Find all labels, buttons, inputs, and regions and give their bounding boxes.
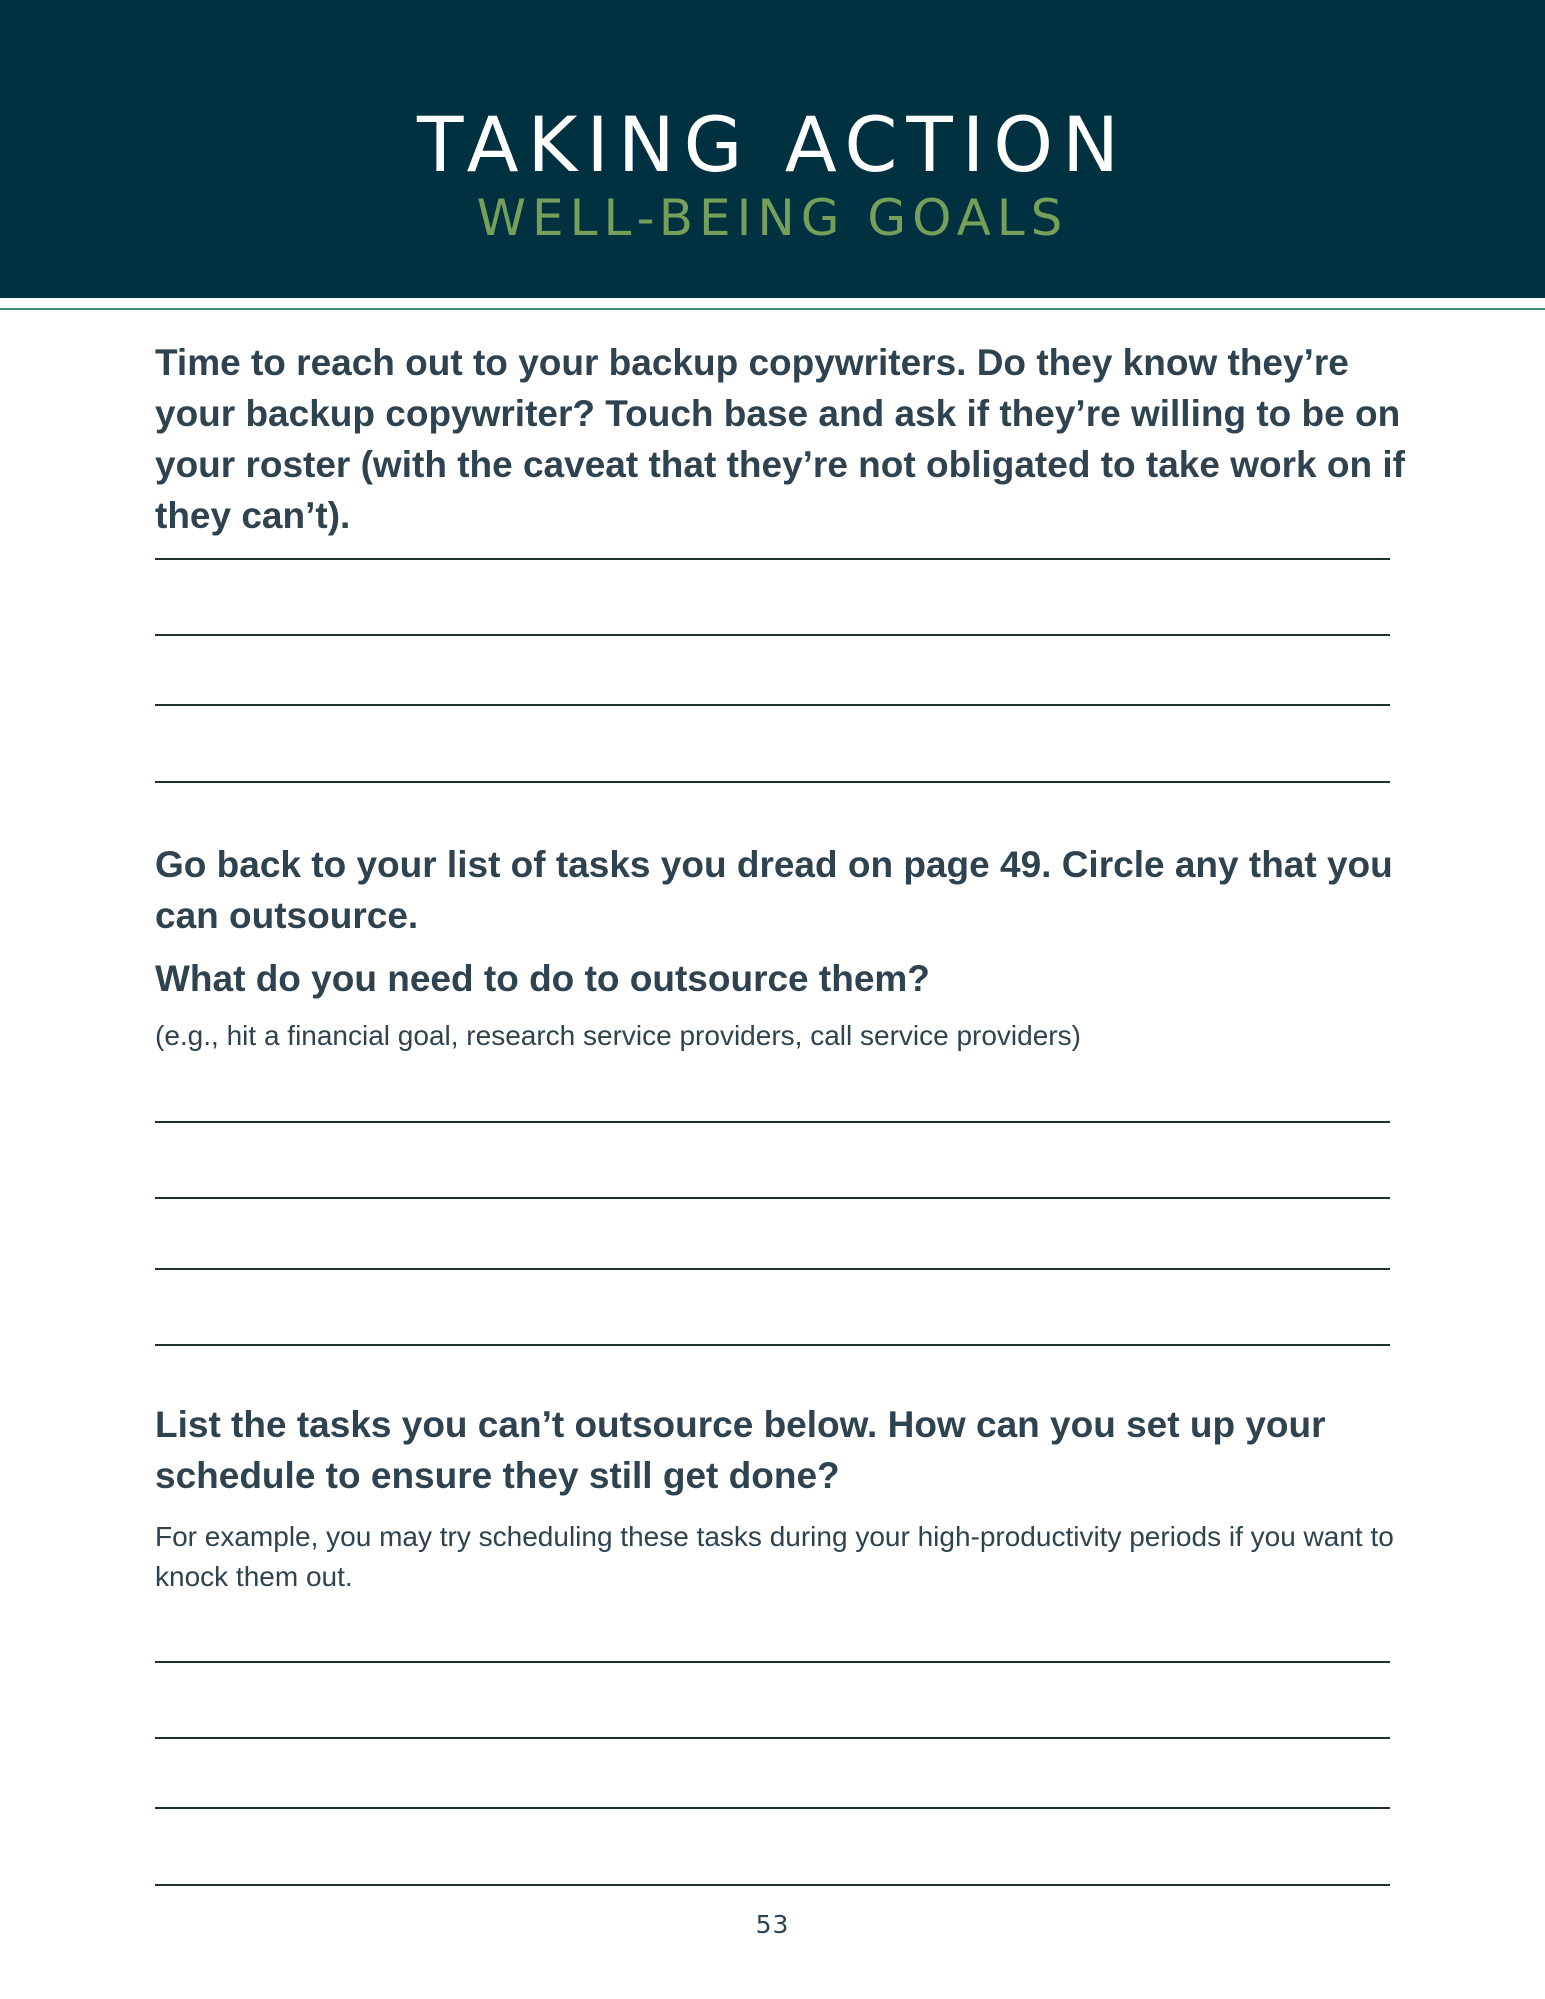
section-3-prompt: List the tasks you can’t outsource below. How can you set up your schedule to ensure they still get done?: [155, 1404, 1326, 1496]
section-3-answer-line-4[interactable]: [155, 1884, 1390, 1886]
section-3-answer-line-3[interactable]: [155, 1807, 1390, 1809]
section-2-answer-line-2[interactable]: [155, 1197, 1390, 1199]
section-2-prompt: Go back to your list of tasks you dread on page 49. Circle any that you can outsource.: [155, 844, 1393, 936]
section-3-answer-line-1[interactable]: [155, 1661, 1390, 1663]
section-1-answer-line-1[interactable]: [155, 558, 1390, 560]
page-header: [0, 0, 1545, 298]
section-1-answer-line-4[interactable]: [155, 781, 1390, 783]
page-number: 53: [755, 1910, 790, 1939]
section-1-prompt: Time to reach out to your backup copywriters. Do they know they’re your backup copywriter? Touch base and ask if they’re willing to be on your roster (with the caveat that they’re not obligated to take work on if they can’t).: [155, 342, 1405, 536]
section-2-answer-line-4[interactable]: [155, 1344, 1390, 1346]
section-1-answer-line-3[interactable]: [155, 704, 1390, 706]
section-1-answer-line-2[interactable]: [155, 634, 1390, 636]
section-2-answer-line-3[interactable]: [155, 1268, 1390, 1270]
header-divider: [0, 308, 1545, 310]
page-title: TAKING ACTION: [417, 100, 1128, 189]
section-3-answer-line-2[interactable]: [155, 1737, 1390, 1739]
section-2-note: (e.g., hit a financial goal, research service providers, call service providers): [155, 1020, 1081, 1051]
page-subtitle: WELL-BEING GOALS: [476, 189, 1069, 247]
section-2-answer-line-1[interactable]: [155, 1121, 1390, 1123]
section-3-note: For example, you may try scheduling these tasks during your high-productivity periods if you want to knock them out.: [155, 1521, 1394, 1592]
section-2-question: What do you need to do to outsource them?: [155, 958, 930, 999]
